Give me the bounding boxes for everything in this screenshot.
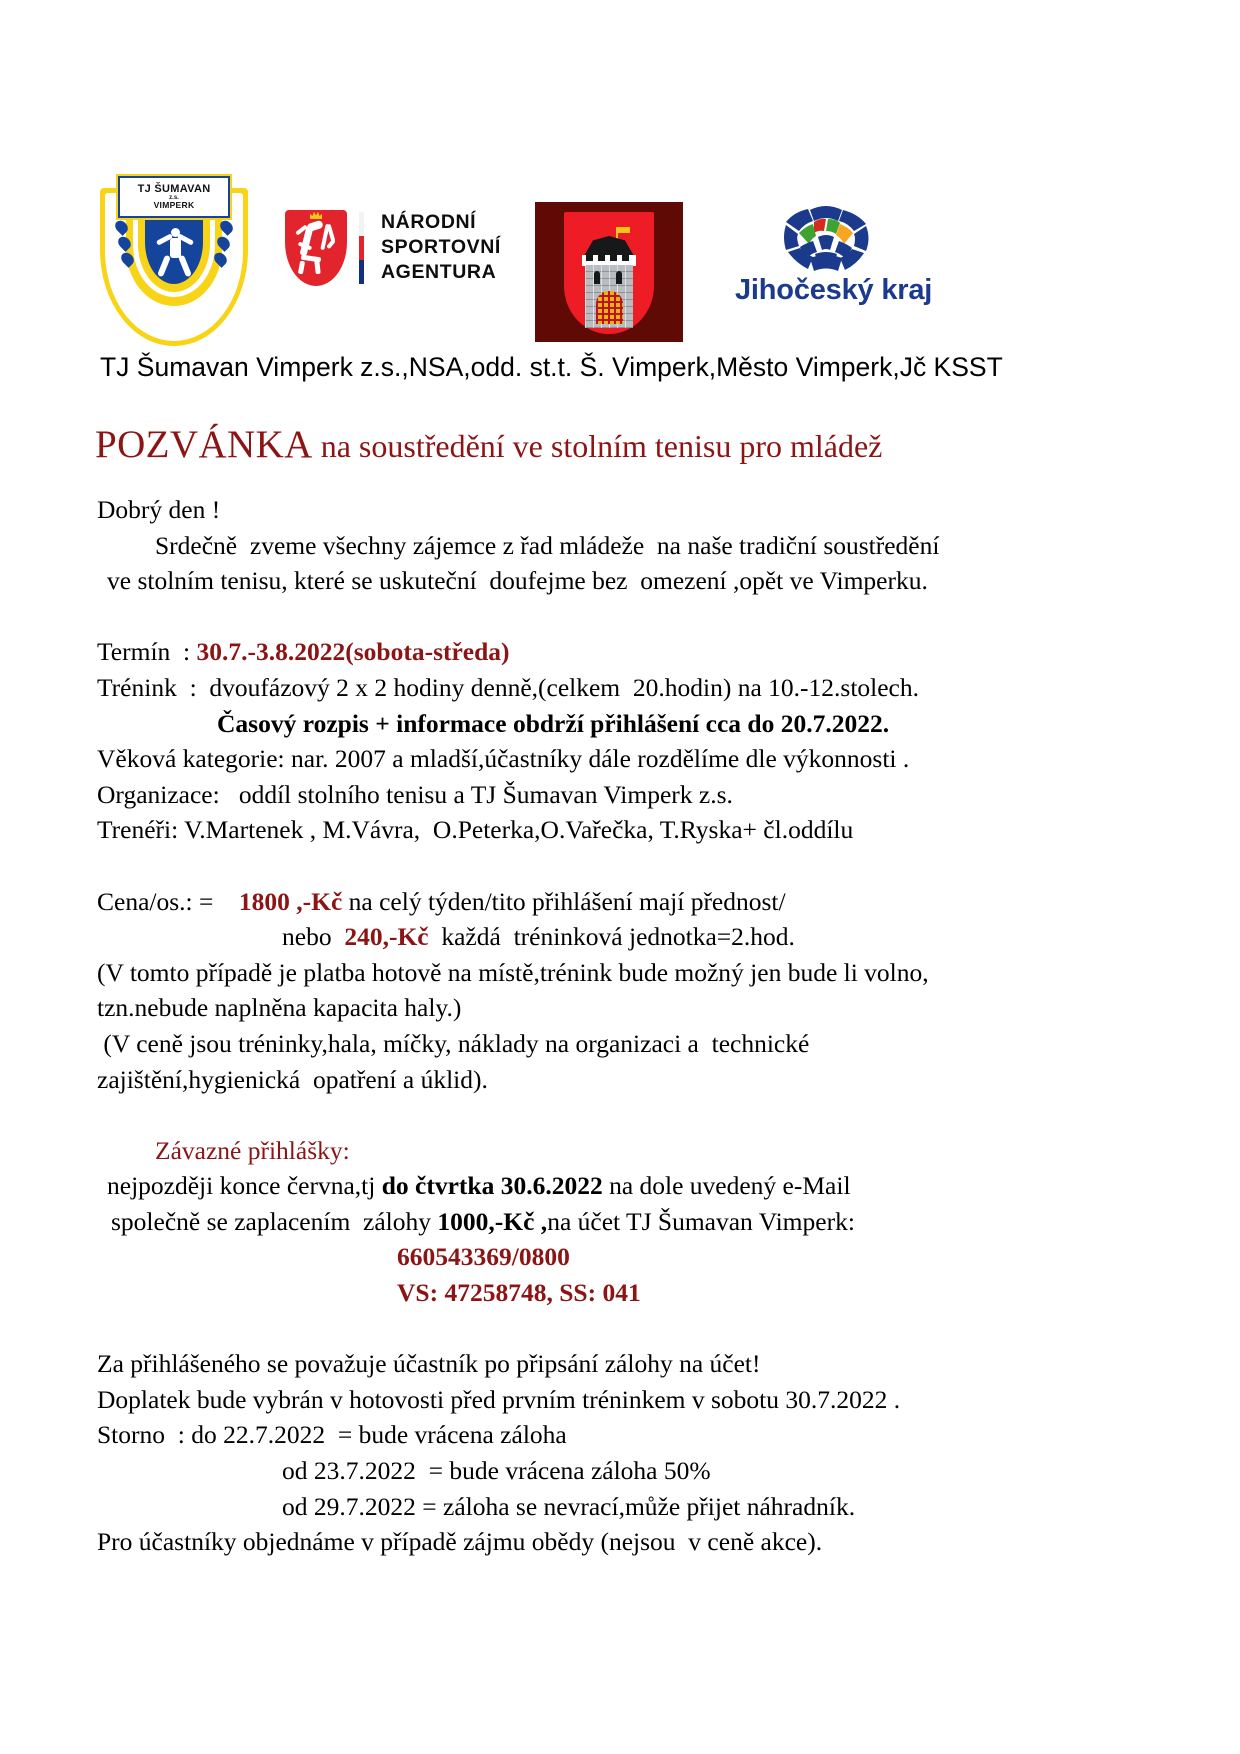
nsa-wordmark xyxy=(381,210,501,285)
registration-line1-post: na dole uvedený e-Mail xyxy=(602,1171,851,1201)
bank-account-number: 660543369/0800 xyxy=(397,1242,570,1272)
club-name-line3: VIMPERK xyxy=(153,200,195,211)
club-founded-text xyxy=(100,272,248,342)
intro-line-1: Srdečně zveme všechny zájemce z řad mládeže na naše tradiční soustředění xyxy=(155,530,940,560)
treneri-line: Trenéři: V.Martenek , M.Vávra, O.Peterka,O.Vařečka, T.Ryska+ čl.oddílu xyxy=(97,815,854,845)
narodni-sportovni-agentura-logo xyxy=(285,210,521,310)
conditions-line-1: Za přihlášeného se považuje účastník po připsání zálohy na účet! xyxy=(97,1349,761,1379)
termin-label: Termín : xyxy=(97,637,197,667)
nsa-line3: AGENTURA xyxy=(381,261,497,283)
tower-wall xyxy=(585,265,633,328)
czech-lion-shield-icon xyxy=(285,210,347,286)
body-content xyxy=(97,492,1157,1560)
page-title xyxy=(95,422,1145,467)
price-unit-line xyxy=(97,919,1157,955)
athlete-figure-icon xyxy=(158,228,192,278)
crown-icon xyxy=(310,211,322,219)
price-note-1: (V tomto případě je platba hotově na místě,trénink bude možný jen bude li volno, xyxy=(97,957,929,987)
termin-value: 30.7.-3.8.2022(sobota-středa) xyxy=(196,637,510,667)
registration-heading: Závazné přihlášky: xyxy=(155,1135,350,1165)
tricolor-bars xyxy=(359,212,364,284)
registration-line2-pre: společně se zaplacením zálohy xyxy=(111,1206,438,1236)
mesto-vimperk-coat-of-arms xyxy=(535,202,683,342)
title-rest: na soustředění ve stolním tenisu pro mládež xyxy=(312,428,883,464)
schedule-note-text: Časový rozpis + informace obdrží přihlášení cca do 20.7.2022. xyxy=(217,708,890,738)
roof-shape xyxy=(584,236,634,256)
price-included-1: (V ceně jsou tréninky,hala, míčky, náklady na organizaci a technické xyxy=(97,1028,810,1058)
age-category-line: Věková kategorie: nar. 2007 a mladší,účastníky dále rozdělíme dle výkonnosti . xyxy=(97,744,910,774)
trenink-label: Trénink : xyxy=(97,672,210,702)
conditions-line-2: Doplatek bude vybrán v hotovosti před prvním tréninkem v sobotu 30.7.2022 . xyxy=(97,1384,901,1414)
price-included-2: zajištění,hygienická opatření a úklid). xyxy=(97,1064,488,1094)
coat-of-arms-field xyxy=(564,212,654,334)
price-unit-rest: každá tréninková jednotka=2.hod. xyxy=(428,922,795,952)
castle-gate xyxy=(596,291,623,324)
club-name-line2: z.s. xyxy=(169,195,179,202)
nsa-line1: NÁRODNÍ xyxy=(381,211,477,233)
storno-line-3: od 29.7.2022 = záloha se nevrací,může přijet náhradník. xyxy=(282,1491,856,1521)
club-name-line1: TJ ŠUMAVAN xyxy=(137,183,211,196)
club-name-banner xyxy=(118,176,230,218)
deposit-amount: 1000,-Kč , xyxy=(437,1206,548,1236)
trenink-value: dvoufázový 2 x 2 hodiny denně,(celkem 20.hodin) na 10.-12.stolech. xyxy=(209,672,920,702)
organizers-line: TJ Šumavan Vimperk z.s.,NSA,odd. st.t. Š. Vimperk,Město Vimperk,Jč KSST xyxy=(100,352,1003,382)
jihocesky-kraj-wordmark: Jihočeský kraj xyxy=(735,274,933,306)
price-note-2: tzn.nebude naplněna kapacita haly.) xyxy=(97,993,462,1023)
price-or-label: nebo xyxy=(282,922,345,952)
storno-line-1: Storno : do 22.7.2022 = bude vrácena záloha xyxy=(97,1420,567,1450)
registration-line-2 xyxy=(97,1204,1157,1240)
price-unit-amount: 240,-Kč xyxy=(344,922,429,952)
lion-rampant-icon xyxy=(293,216,339,278)
bank-vs-ss: VS: 47258748, SS: 041 xyxy=(397,1278,641,1308)
lunch-line: Pro účastníky objednáme v případě zájmu obědy (nejsou v ceně akce). xyxy=(97,1527,823,1557)
price-week-line xyxy=(97,884,1157,920)
storno-line-2: od 23.7.2022 = bude vrácena záloha 50% xyxy=(282,1456,711,1486)
termin-line xyxy=(97,634,1157,670)
jihocesky-kraj-mark-icon xyxy=(780,204,872,276)
price-label: Cena/os.: = xyxy=(97,886,239,916)
organizace-line: Organizace: oddíl stolního tenisu a TJ Šumavan Vimperk z.s. xyxy=(97,779,733,809)
registration-line-1 xyxy=(97,1168,1157,1204)
nsa-line2: SPORTOVNÍ xyxy=(381,236,501,258)
tj-sumavan-vimperk-logo xyxy=(100,176,248,346)
title-highlight: POZVÁNKA xyxy=(95,423,313,466)
logo-band xyxy=(95,168,975,346)
jihocesky-kraj-logo xyxy=(735,204,965,334)
trenink-line xyxy=(97,670,1157,706)
castle-tower-icon xyxy=(582,236,636,328)
greeting-line: Dobrý den ! xyxy=(97,495,221,524)
price-week-amount: 1800 ,-Kč xyxy=(238,886,343,916)
registration-line2-post: na účet TJ Šumavan Vimperk: xyxy=(547,1206,855,1236)
registration-line1-pre: nejpozději konce června,tj xyxy=(107,1171,382,1201)
price-week-rest: na celý týden/tito přihlášení mají přednost/ xyxy=(342,886,786,916)
intro-line-2: ve stolním tenisu, které se uskuteční doufejme bez omezení ,opět ve Vimperku. xyxy=(107,566,928,596)
flag-icon xyxy=(616,227,630,237)
schedule-note xyxy=(97,706,1157,742)
registration-deadline: do čtvrtka 30.6.2022 xyxy=(381,1171,603,1201)
